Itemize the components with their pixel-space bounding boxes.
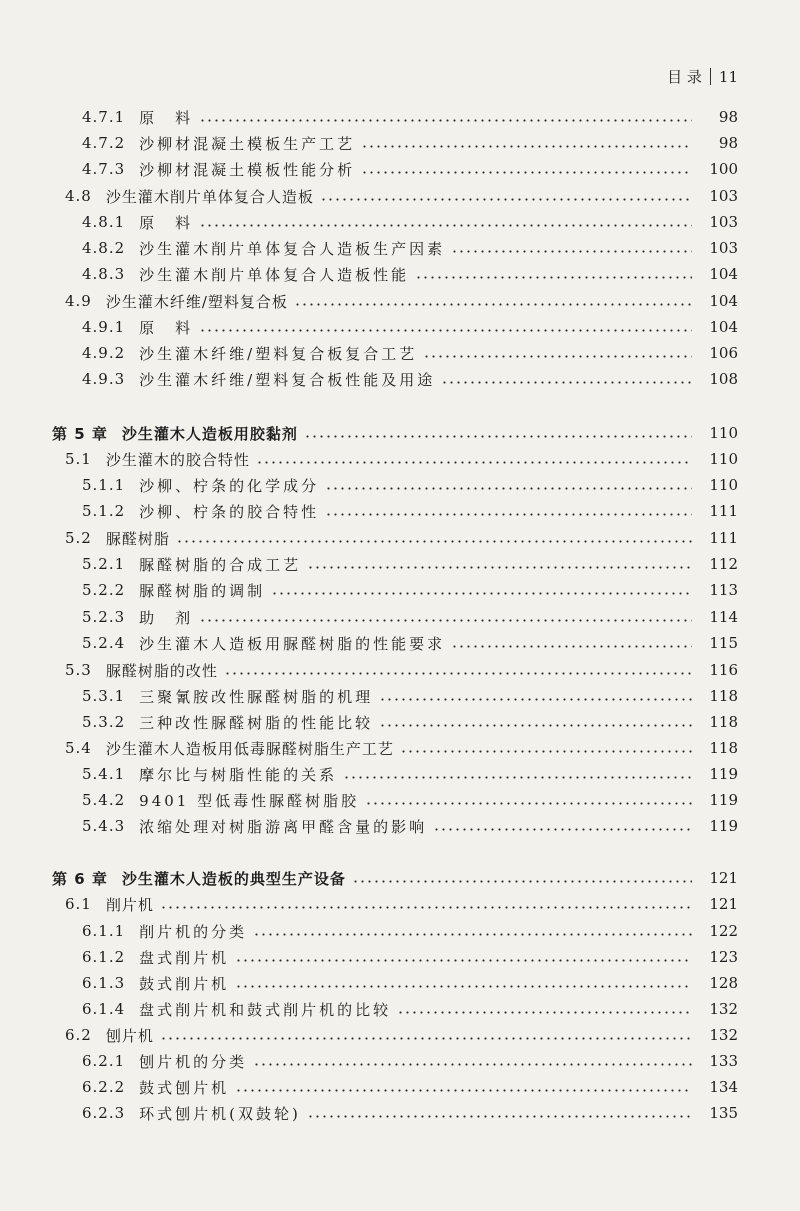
entry-number: 6.1.3 <box>82 974 126 992</box>
dot-leader <box>441 381 692 384</box>
dot-leader <box>307 566 692 569</box>
toc-entry[interactable] <box>0 290 800 312</box>
entry-page-number: 116 <box>709 661 738 679</box>
entry-title: 脲醛树脂的改性 <box>105 661 218 680</box>
entry-number: 5.4 <box>65 739 92 757</box>
dot-leader <box>235 959 692 962</box>
dot-leader <box>253 1063 692 1066</box>
entry-title: 沙生灌木人造板用胶黏剂 <box>121 424 298 443</box>
entry-page-number: 134 <box>709 1078 738 1096</box>
entry-page-number: 121 <box>709 869 738 887</box>
entry-title: 沙柳、柠条的化学成分 <box>139 476 320 495</box>
toc-entry[interactable] <box>0 1076 800 1098</box>
entry-page-number: 100 <box>709 160 738 178</box>
entry-number: 5.4.2 <box>82 791 126 809</box>
toc-entry[interactable] <box>0 972 800 994</box>
entry-number: 5.1.2 <box>82 502 126 520</box>
entry-number: 6.1 <box>65 895 92 913</box>
entry-title: 三种改性脲醛树脂的性能比较 <box>139 713 374 732</box>
dot-leader <box>423 355 692 358</box>
dot-leader <box>199 224 692 227</box>
entry-page-number: 103 <box>709 187 738 205</box>
dot-leader <box>235 985 692 988</box>
entry-number: 6.2.3 <box>82 1104 126 1122</box>
dot-leader <box>325 513 692 516</box>
entry-number: 4.7.2 <box>82 134 126 152</box>
entry-number: 5.1 <box>65 450 92 468</box>
entry-number: 5.2 <box>65 529 92 547</box>
entry-title: 沙柳材混凝土模板生产工艺 <box>139 134 356 153</box>
entry-title: 原 料 <box>139 318 194 337</box>
dot-leader <box>397 1011 692 1014</box>
entry-number: 5.2.2 <box>82 581 126 599</box>
entry-page-number: 123 <box>709 948 738 966</box>
dot-leader <box>304 435 692 438</box>
entry-page-number: 111 <box>709 529 738 547</box>
entry-number: 5.2.4 <box>82 634 126 652</box>
toc-entry[interactable] <box>0 737 800 759</box>
dot-leader <box>379 698 692 701</box>
toc-entry[interactable] <box>0 316 800 338</box>
entry-title: 盘式削片机和鼓式削片机的比较 <box>139 1000 392 1019</box>
entry-title: 脲醛树脂 <box>105 529 170 548</box>
entry-number: 4.8.1 <box>82 213 126 231</box>
entry-page-number: 111 <box>709 502 738 520</box>
entry-number: 4.8.3 <box>82 265 126 283</box>
entry-page-number: 110 <box>709 450 738 468</box>
dot-leader <box>451 250 692 253</box>
entry-title: 刨片机的分类 <box>139 1052 248 1071</box>
toc-entry[interactable] <box>0 685 800 707</box>
entry-page-number: 110 <box>709 424 738 442</box>
toc-chapter-entry[interactable] <box>0 422 800 444</box>
entry-number: 5.3.1 <box>82 687 126 705</box>
toc-entry[interactable] <box>0 158 800 180</box>
toc-entry[interactable] <box>0 185 800 207</box>
entry-page-number: 103 <box>709 213 738 231</box>
toc-entry[interactable] <box>0 368 800 390</box>
toc-entry[interactable] <box>0 553 800 575</box>
dot-leader <box>160 906 692 909</box>
entry-page-number: 133 <box>709 1052 738 1070</box>
entry-title: 9401 型低毒性脲醛树脂胶 <box>139 791 360 810</box>
toc-entry[interactable] <box>0 579 800 601</box>
dot-leader <box>433 828 692 831</box>
entry-number: 6.1.2 <box>82 948 126 966</box>
entry-title: 削片机的分类 <box>139 922 248 941</box>
entry-title: 原 料 <box>139 108 194 127</box>
dot-leader <box>352 880 692 883</box>
header-page-number: 11 <box>718 67 738 86</box>
entry-page-number: 115 <box>709 634 738 652</box>
entry-page-number: 118 <box>709 739 738 757</box>
entry-page-number: 132 <box>709 1000 738 1018</box>
entry-number: 4.9 <box>65 292 92 310</box>
entry-page-number: 110 <box>709 476 738 494</box>
entry-number: 4.8.2 <box>82 239 126 257</box>
toc-entry[interactable] <box>0 1102 800 1124</box>
dot-leader <box>224 672 692 675</box>
entry-number: 6.1.1 <box>82 922 126 940</box>
toc-entry[interactable] <box>0 893 800 915</box>
entry-title: 环式刨片机(双鼓轮) <box>139 1104 301 1123</box>
dot-leader <box>256 461 692 464</box>
entry-number: 5.4.1 <box>82 765 126 783</box>
entry-page-number: 128 <box>709 974 738 992</box>
entry-page-number: 106 <box>709 344 738 362</box>
dot-leader <box>320 198 692 201</box>
dot-leader <box>361 145 692 148</box>
entry-title: 沙柳、柠条的胶合特性 <box>139 502 320 521</box>
entry-number: 6.2.1 <box>82 1052 126 1070</box>
dot-leader <box>199 119 692 122</box>
toc-entry[interactable] <box>0 659 800 681</box>
dot-leader <box>365 802 692 805</box>
entry-number: 5.3 <box>65 661 92 679</box>
entry-page-number: 108 <box>709 370 738 388</box>
dot-leader <box>253 933 692 936</box>
toc-entry[interactable] <box>0 237 800 259</box>
toc-entry[interactable] <box>0 711 800 733</box>
dot-leader <box>176 540 692 543</box>
toc-entry[interactable] <box>0 500 800 522</box>
entry-title: 沙生灌木削片单体复合人造板 <box>105 187 314 206</box>
entry-number: 第 6 章 <box>52 869 108 888</box>
entry-title: 沙生灌木削片单体复合人造板生产因素 <box>139 239 446 258</box>
toc-entry[interactable] <box>0 606 800 628</box>
entry-title: 沙生灌木人造板用低毒脲醛树脂生产工艺 <box>105 739 394 758</box>
entry-title: 脲醛树脂的合成工艺 <box>139 555 302 574</box>
entry-title: 浓缩处理对树脂游离甲醛含量的影响 <box>139 817 428 836</box>
entry-page-number: 98 <box>718 134 738 152</box>
entry-number: 4.7.3 <box>82 160 126 178</box>
entry-title: 沙生灌木人造板用脲醛树脂的性能要求 <box>139 634 446 653</box>
entry-page-number: 118 <box>709 713 738 731</box>
toc-entry[interactable] <box>0 920 800 942</box>
entry-title: 原 料 <box>139 213 194 232</box>
entry-number: 5.4.3 <box>82 817 126 835</box>
entry-page-number: 122 <box>709 922 738 940</box>
entry-number: 4.9.3 <box>82 370 126 388</box>
toc-entry[interactable] <box>0 448 800 470</box>
entry-number: 6.2.2 <box>82 1078 126 1096</box>
toc-entry[interactable] <box>0 1050 800 1072</box>
entry-title: 沙生灌木人造板的典型生产设备 <box>121 869 346 888</box>
toc-entry[interactable] <box>0 632 800 654</box>
entry-number: 4.9.1 <box>82 318 126 336</box>
entry-title: 鼓式削片机 <box>139 974 230 993</box>
toc-entry[interactable] <box>0 789 800 811</box>
entry-page-number: 104 <box>709 318 738 336</box>
toc-entry[interactable] <box>0 263 800 285</box>
entry-page-number: 112 <box>709 555 738 573</box>
entry-title: 助 剂 <box>139 608 194 627</box>
entry-number: 第 5 章 <box>52 424 108 443</box>
dot-leader <box>307 1115 692 1118</box>
header-label: 目 录 <box>667 68 702 86</box>
toc-entry[interactable] <box>0 527 800 549</box>
entry-title: 鼓式刨片机 <box>139 1078 230 1097</box>
entry-title: 盘式削片机 <box>139 948 230 967</box>
entry-page-number: 119 <box>709 817 738 835</box>
toc-chapter-entry[interactable] <box>0 867 800 889</box>
entry-page-number: 132 <box>709 1026 738 1044</box>
entry-page-number: 104 <box>709 265 738 283</box>
dot-leader <box>400 750 692 753</box>
dot-leader <box>199 619 692 622</box>
entry-title: 沙生灌木纤维/塑料复合板 <box>105 292 288 311</box>
toc-entry[interactable] <box>0 763 800 785</box>
toc-entry[interactable] <box>0 1024 800 1046</box>
toc-entry[interactable] <box>0 106 800 128</box>
dot-leader <box>294 303 692 306</box>
entry-title: 三聚氰胺改性脲醛树脂的机理 <box>139 687 374 706</box>
toc-entry[interactable] <box>0 474 800 496</box>
dot-leader <box>415 276 692 279</box>
toc-entry[interactable] <box>0 946 800 968</box>
dot-leader <box>343 776 692 779</box>
entry-title: 沙生灌木的胶合特性 <box>105 450 250 469</box>
entry-number: 5.2.1 <box>82 555 126 573</box>
dot-leader <box>361 171 692 174</box>
entry-number: 5.1.1 <box>82 476 126 494</box>
entry-page-number: 114 <box>709 608 738 626</box>
header-divider <box>710 68 711 85</box>
dot-leader <box>199 329 692 332</box>
entry-page-number: 113 <box>709 581 738 599</box>
toc-entry[interactable] <box>0 132 800 154</box>
entry-page-number: 121 <box>709 895 738 913</box>
entry-title: 刨片机 <box>105 1026 154 1045</box>
dot-leader <box>379 724 692 727</box>
dot-leader <box>451 645 692 648</box>
toc-entry[interactable] <box>0 211 800 233</box>
dot-leader <box>160 1037 692 1040</box>
toc-entry[interactable] <box>0 815 800 837</box>
entry-page-number: 118 <box>709 687 738 705</box>
entry-page-number: 103 <box>709 239 738 257</box>
entry-number: 4.9.2 <box>82 344 126 362</box>
entry-number: 6.2 <box>65 1026 92 1044</box>
entry-number: 4.8 <box>65 187 92 205</box>
entry-title: 脲醛树脂的调制 <box>139 581 266 600</box>
entry-page-number: 119 <box>709 791 738 809</box>
entry-title: 削片机 <box>105 895 154 914</box>
toc-entry[interactable] <box>0 998 800 1020</box>
entry-page-number: 119 <box>709 765 738 783</box>
dot-leader <box>271 592 692 595</box>
toc-entry[interactable] <box>0 342 800 364</box>
entry-page-number: 135 <box>709 1104 738 1122</box>
entry-title: 沙生灌木纤维/塑料复合板性能及用途 <box>139 370 436 389</box>
running-header <box>667 66 738 87</box>
entry-number: 6.1.4 <box>82 1000 126 1018</box>
entry-title: 摩尔比与树脂性能的关系 <box>139 765 338 784</box>
entry-title: 沙生灌木削片单体复合人造板性能 <box>139 265 410 284</box>
entry-title: 沙生灌木纤维/塑料复合板复合工艺 <box>139 344 418 363</box>
dot-leader <box>235 1089 692 1092</box>
dot-leader <box>325 487 692 490</box>
entry-title: 沙柳材混凝土模板性能分析 <box>139 160 356 179</box>
entry-page-number: 104 <box>709 292 738 310</box>
entry-number: 4.7.1 <box>82 108 126 126</box>
entry-number: 5.2.3 <box>82 608 126 626</box>
entry-number: 5.3.2 <box>82 713 126 731</box>
entry-page-number: 98 <box>718 108 738 126</box>
